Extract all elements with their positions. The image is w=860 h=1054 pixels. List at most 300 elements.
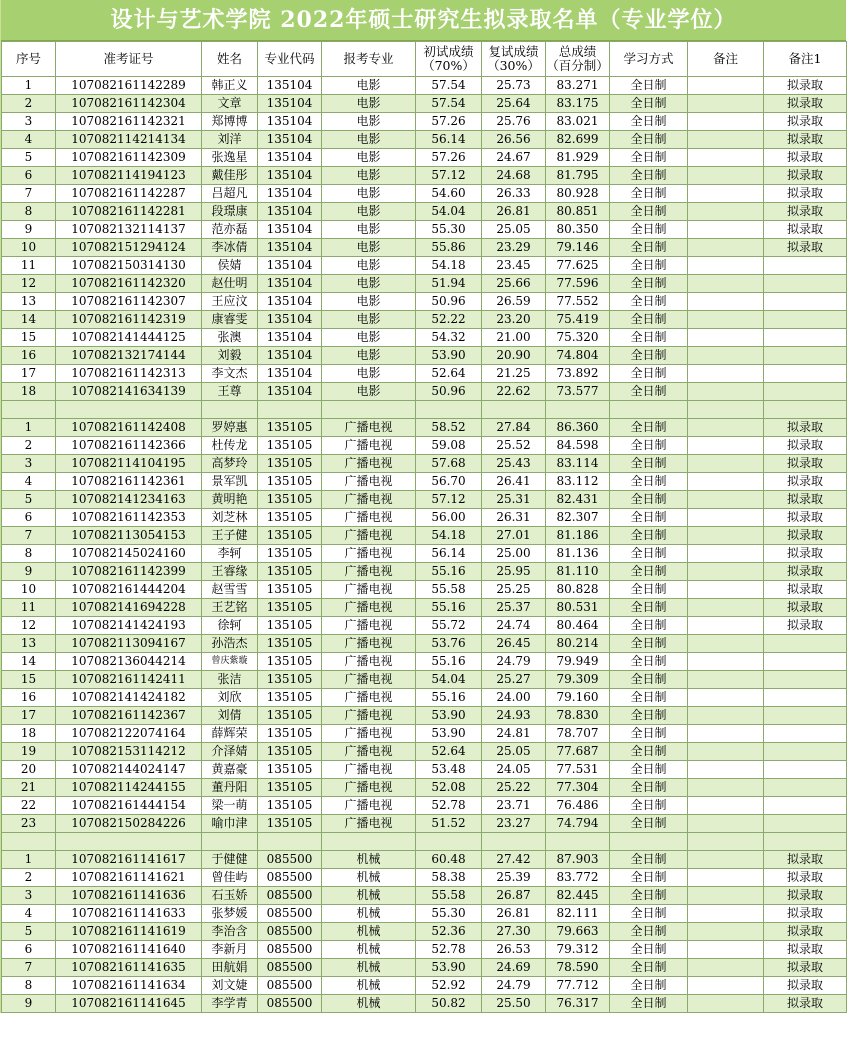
cell-remark1 — [764, 653, 847, 671]
cell-remark — [688, 311, 764, 329]
cell-prelim-score: 55.30 — [416, 905, 482, 923]
cell-major-code: 135104 — [258, 329, 322, 347]
cell-total-score: 80.531 — [546, 599, 610, 617]
spacer-cell — [610, 401, 688, 419]
cell-remark1: 拟录取 — [764, 473, 847, 491]
cell-remark1 — [764, 779, 847, 797]
cell-seq: 3 — [2, 455, 56, 473]
cell-major: 机械 — [322, 887, 416, 905]
cell-exam-id: 107082141424182 — [56, 689, 202, 707]
cell-remark — [688, 527, 764, 545]
cell-study-mode: 全日制 — [610, 293, 688, 311]
cell-retest-score: 25.39 — [482, 869, 546, 887]
cell-remark — [688, 293, 764, 311]
cell-major: 机械 — [322, 995, 416, 1013]
spacer-cell — [202, 833, 258, 851]
table-row — [2, 491, 847, 509]
cell-total-score: 83.114 — [546, 455, 610, 473]
cell-major: 机械 — [322, 905, 416, 923]
cell-total-score: 82.431 — [546, 491, 610, 509]
cell-study-mode: 全日制 — [610, 491, 688, 509]
spacer-cell — [764, 401, 847, 419]
cell-major-code: 135105 — [258, 635, 322, 653]
table-row — [2, 779, 847, 797]
cell-major: 电影 — [322, 95, 416, 113]
cell-retest-score: 24.81 — [482, 725, 546, 743]
cell-remark — [688, 437, 764, 455]
cell-major: 电影 — [322, 365, 416, 383]
spacer-cell — [610, 833, 688, 851]
cell-retest-score: 27.01 — [482, 527, 546, 545]
cell-remark — [688, 113, 764, 131]
cell-major: 机械 — [322, 941, 416, 959]
cell-remark1: 拟录取 — [764, 923, 847, 941]
cell-study-mode: 全日制 — [610, 851, 688, 869]
cell-study-mode: 全日制 — [610, 257, 688, 275]
cell-retest-score: 21.25 — [482, 365, 546, 383]
cell-exam-id: 107082136044214 — [56, 653, 202, 671]
spacer-cell — [56, 401, 202, 419]
table-row — [2, 509, 847, 527]
cell-major-code: 135104 — [258, 383, 322, 401]
cell-name: 郑博博 — [202, 113, 258, 131]
cell-total-score: 83.271 — [546, 77, 610, 95]
cell-major: 广播电视 — [322, 455, 416, 473]
spacer-cell — [764, 833, 847, 851]
col-header-major: 报考专业 — [322, 42, 416, 77]
spacer-cell — [322, 833, 416, 851]
spacer-cell — [2, 401, 56, 419]
cell-major-code: 085500 — [258, 995, 322, 1013]
cell-remark1 — [764, 797, 847, 815]
cell-seq: 6 — [2, 509, 56, 527]
cell-major: 广播电视 — [322, 545, 416, 563]
cell-retest-score: 27.84 — [482, 419, 546, 437]
cell-major: 电影 — [322, 131, 416, 149]
cell-prelim-score: 57.26 — [416, 149, 482, 167]
cell-study-mode: 全日制 — [610, 473, 688, 491]
cell-remark — [688, 635, 764, 653]
spacer-cell — [258, 401, 322, 419]
cell-name: 刘倩 — [202, 707, 258, 725]
cell-remark1: 拟录取 — [764, 869, 847, 887]
cell-remark — [688, 131, 764, 149]
cell-total-score: 77.687 — [546, 743, 610, 761]
cell-prelim-score: 55.16 — [416, 563, 482, 581]
cell-major: 机械 — [322, 977, 416, 995]
cell-major-code: 135104 — [258, 257, 322, 275]
cell-major: 电影 — [322, 257, 416, 275]
cell-study-mode: 全日制 — [610, 797, 688, 815]
table-row — [2, 455, 847, 473]
sheet-title: 设计与艺术学院 2022年硕士研究生拟录取名单（专业学位） — [1, 0, 846, 41]
cell-exam-id: 107082145024160 — [56, 545, 202, 563]
cell-prelim-score: 52.22 — [416, 311, 482, 329]
table-body — [2, 77, 847, 1013]
cell-exam-id: 107082161142408 — [56, 419, 202, 437]
cell-retest-score: 26.33 — [482, 185, 546, 203]
cell-remark — [688, 761, 764, 779]
cell-seq: 15 — [2, 329, 56, 347]
cell-major: 广播电视 — [322, 653, 416, 671]
cell-study-mode: 全日制 — [610, 221, 688, 239]
cell-total-score: 79.663 — [546, 923, 610, 941]
spacer-cell — [482, 401, 546, 419]
cell-remark — [688, 167, 764, 185]
cell-remark — [688, 725, 764, 743]
cell-exam-id: 107082114104195 — [56, 455, 202, 473]
cell-retest-score: 23.27 — [482, 815, 546, 833]
cell-exam-id: 107082161141636 — [56, 887, 202, 905]
cell-seq: 17 — [2, 707, 56, 725]
cell-seq: 16 — [2, 689, 56, 707]
cell-major: 电影 — [322, 311, 416, 329]
cell-major-code: 135105 — [258, 491, 322, 509]
table-row — [2, 77, 847, 95]
cell-major: 广播电视 — [322, 815, 416, 833]
cell-remark1: 拟录取 — [764, 113, 847, 131]
cell-total-score: 84.598 — [546, 437, 610, 455]
cell-prelim-score: 55.16 — [416, 653, 482, 671]
cell-remark — [688, 815, 764, 833]
cell-prelim-score: 50.96 — [416, 383, 482, 401]
cell-major-code: 135105 — [258, 437, 322, 455]
cell-major: 电影 — [322, 383, 416, 401]
cell-remark1 — [764, 761, 847, 779]
table-row — [2, 563, 847, 581]
cell-study-mode: 全日制 — [610, 527, 688, 545]
cell-study-mode: 全日制 — [610, 167, 688, 185]
cell-retest-score: 26.45 — [482, 635, 546, 653]
cell-retest-score: 27.30 — [482, 923, 546, 941]
cell-study-mode: 全日制 — [610, 905, 688, 923]
cell-study-mode: 全日制 — [610, 941, 688, 959]
cell-remark1 — [764, 671, 847, 689]
cell-major: 电影 — [322, 203, 416, 221]
cell-remark1: 拟录取 — [764, 905, 847, 923]
cell-remark1 — [764, 707, 847, 725]
cell-name: 介泽婧 — [202, 743, 258, 761]
cell-exam-id: 107082161444204 — [56, 581, 202, 599]
cell-remark1: 拟录取 — [764, 149, 847, 167]
cell-name: 景军凯 — [202, 473, 258, 491]
table-row — [2, 527, 847, 545]
cell-study-mode: 全日制 — [610, 329, 688, 347]
cell-remark — [688, 995, 764, 1013]
cell-remark — [688, 95, 764, 113]
table-row — [2, 887, 847, 905]
cell-seq: 8 — [2, 977, 56, 995]
cell-remark1: 拟录取 — [764, 221, 847, 239]
cell-exam-id: 107082161141633 — [56, 905, 202, 923]
cell-major-code: 135104 — [258, 239, 322, 257]
cell-remark — [688, 779, 764, 797]
cell-prelim-score: 51.52 — [416, 815, 482, 833]
col-header-retest-score: 复试成绩 （30%） — [482, 42, 546, 77]
cell-name: 刘文婕 — [202, 977, 258, 995]
cell-seq: 4 — [2, 473, 56, 491]
cell-seq: 22 — [2, 797, 56, 815]
cell-study-mode: 全日制 — [610, 581, 688, 599]
cell-remark1: 拟录取 — [764, 77, 847, 95]
cell-total-score: 79.312 — [546, 941, 610, 959]
cell-study-mode: 全日制 — [610, 455, 688, 473]
cell-remark — [688, 671, 764, 689]
cell-major-code: 135105 — [258, 797, 322, 815]
cell-remark1: 拟录取 — [764, 941, 847, 959]
cell-prelim-score: 58.38 — [416, 869, 482, 887]
cell-name: 黄明艳 — [202, 491, 258, 509]
cell-remark — [688, 563, 764, 581]
cell-seq: 8 — [2, 203, 56, 221]
cell-exam-id: 107082113054153 — [56, 527, 202, 545]
cell-remark — [688, 473, 764, 491]
cell-name: 侯婧 — [202, 257, 258, 275]
cell-name: 张澳 — [202, 329, 258, 347]
table-row — [2, 149, 847, 167]
cell-study-mode: 全日制 — [610, 311, 688, 329]
cell-retest-score: 26.53 — [482, 941, 546, 959]
cell-seq: 2 — [2, 869, 56, 887]
cell-study-mode: 全日制 — [610, 869, 688, 887]
cell-seq: 8 — [2, 545, 56, 563]
cell-exam-id: 107082114194123 — [56, 167, 202, 185]
cell-exam-id: 107082114214134 — [56, 131, 202, 149]
cell-total-score: 83.175 — [546, 95, 610, 113]
cell-retest-score: 25.25 — [482, 581, 546, 599]
cell-total-score: 79.160 — [546, 689, 610, 707]
cell-retest-score: 24.79 — [482, 653, 546, 671]
cell-total-score: 77.304 — [546, 779, 610, 797]
table-row — [2, 167, 847, 185]
cell-retest-score: 23.45 — [482, 257, 546, 275]
cell-prelim-score: 53.90 — [416, 707, 482, 725]
cell-major: 机械 — [322, 869, 416, 887]
col-header-major-code: 专业代码 — [258, 42, 322, 77]
cell-study-mode: 全日制 — [610, 779, 688, 797]
spacer-cell — [202, 401, 258, 419]
table-row — [2, 239, 847, 257]
cell-remark — [688, 545, 764, 563]
table-row — [2, 383, 847, 401]
cell-exam-id: 107082161141634 — [56, 977, 202, 995]
cell-major-code: 135105 — [258, 563, 322, 581]
cell-study-mode: 全日制 — [610, 365, 688, 383]
spacer-cell — [688, 401, 764, 419]
cell-remark — [688, 599, 764, 617]
table-row — [2, 185, 847, 203]
cell-prelim-score: 57.12 — [416, 491, 482, 509]
cell-exam-id: 107082161142309 — [56, 149, 202, 167]
cell-major: 广播电视 — [322, 707, 416, 725]
cell-study-mode: 全日制 — [610, 113, 688, 131]
cell-prelim-score: 57.26 — [416, 113, 482, 131]
table-row — [2, 581, 847, 599]
cell-retest-score: 26.59 — [482, 293, 546, 311]
cell-exam-id: 107082132114137 — [56, 221, 202, 239]
cell-prelim-score: 51.94 — [416, 275, 482, 293]
cell-exam-id: 107082122074164 — [56, 725, 202, 743]
cell-name: 李新月 — [202, 941, 258, 959]
cell-remark — [688, 797, 764, 815]
cell-seq: 15 — [2, 671, 56, 689]
cell-remark — [688, 185, 764, 203]
cell-total-score: 82.111 — [546, 905, 610, 923]
table-row — [2, 995, 847, 1013]
cell-seq: 5 — [2, 491, 56, 509]
cell-retest-score: 25.73 — [482, 77, 546, 95]
cell-prelim-score: 58.52 — [416, 419, 482, 437]
spacer-cell — [258, 833, 322, 851]
cell-name: 王应汶 — [202, 293, 258, 311]
cell-remark1: 拟录取 — [764, 599, 847, 617]
cell-prelim-score: 54.04 — [416, 671, 482, 689]
cell-major-code: 135105 — [258, 779, 322, 797]
cell-prelim-score: 55.58 — [416, 581, 482, 599]
cell-study-mode: 全日制 — [610, 95, 688, 113]
table-row — [2, 743, 847, 761]
table-row — [2, 257, 847, 275]
cell-major: 电影 — [322, 77, 416, 95]
cell-major-code: 135104 — [258, 149, 322, 167]
cell-exam-id: 107082161142319 — [56, 311, 202, 329]
cell-remark — [688, 239, 764, 257]
cell-exam-id: 107082161141635 — [56, 959, 202, 977]
cell-major-code: 135105 — [258, 761, 322, 779]
cell-exam-id: 107082141234163 — [56, 491, 202, 509]
cell-exam-id: 107082161141645 — [56, 995, 202, 1013]
cell-total-score: 74.804 — [546, 347, 610, 365]
cell-exam-id: 107082161142313 — [56, 365, 202, 383]
cell-remark1 — [764, 743, 847, 761]
cell-total-score: 83.112 — [546, 473, 610, 491]
cell-seq: 6 — [2, 167, 56, 185]
cell-seq: 6 — [2, 941, 56, 959]
cell-retest-score: 26.81 — [482, 905, 546, 923]
cell-total-score: 79.949 — [546, 653, 610, 671]
cell-total-score: 76.486 — [546, 797, 610, 815]
cell-name: 张逸星 — [202, 149, 258, 167]
group-spacer-row — [2, 833, 847, 851]
cell-seq: 9 — [2, 995, 56, 1013]
cell-study-mode: 全日制 — [610, 653, 688, 671]
cell-major-code: 135105 — [258, 419, 322, 437]
spacer-cell — [2, 833, 56, 851]
cell-prelim-score: 52.78 — [416, 941, 482, 959]
cell-exam-id: 107082113094167 — [56, 635, 202, 653]
cell-retest-score: 26.31 — [482, 509, 546, 527]
admission-table — [1, 41, 847, 1013]
cell-seq: 20 — [2, 761, 56, 779]
cell-study-mode: 全日制 — [610, 347, 688, 365]
spacer-cell — [482, 833, 546, 851]
cell-retest-score: 20.90 — [482, 347, 546, 365]
cell-total-score: 80.851 — [546, 203, 610, 221]
cell-name: 高梦玲 — [202, 455, 258, 473]
table-row — [2, 437, 847, 455]
cell-study-mode: 全日制 — [610, 437, 688, 455]
cell-prelim-score: 53.90 — [416, 959, 482, 977]
table-row — [2, 977, 847, 995]
cell-major-code: 135104 — [258, 311, 322, 329]
cell-total-score: 73.577 — [546, 383, 610, 401]
cell-remark — [688, 743, 764, 761]
cell-exam-id: 107082161142411 — [56, 671, 202, 689]
cell-name: 李治含 — [202, 923, 258, 941]
cell-major: 广播电视 — [322, 689, 416, 707]
cell-prelim-score: 55.58 — [416, 887, 482, 905]
cell-seq: 5 — [2, 149, 56, 167]
cell-major: 广播电视 — [322, 725, 416, 743]
cell-seq: 2 — [2, 95, 56, 113]
cell-remark1: 拟录取 — [764, 995, 847, 1013]
cell-name: 段璟康 — [202, 203, 258, 221]
cell-major: 电影 — [322, 347, 416, 365]
cell-major-code: 135104 — [258, 293, 322, 311]
cell-name: 戴佳彤 — [202, 167, 258, 185]
cell-retest-score: 25.43 — [482, 455, 546, 473]
cell-remark — [688, 365, 764, 383]
spacer-cell — [416, 833, 482, 851]
cell-major: 广播电视 — [322, 473, 416, 491]
cell-major: 广播电视 — [322, 743, 416, 761]
cell-name: 韩正义 — [202, 77, 258, 95]
cell-retest-score: 25.22 — [482, 779, 546, 797]
cell-name: 杜传龙 — [202, 437, 258, 455]
cell-prelim-score: 59.08 — [416, 437, 482, 455]
cell-major-code: 135105 — [258, 743, 322, 761]
cell-major: 电影 — [322, 239, 416, 257]
cell-study-mode: 全日制 — [610, 275, 688, 293]
cell-prelim-score: 57.54 — [416, 77, 482, 95]
cell-remark — [688, 329, 764, 347]
cell-seq: 3 — [2, 887, 56, 905]
cell-retest-score: 25.05 — [482, 743, 546, 761]
cell-study-mode: 全日制 — [610, 131, 688, 149]
table-row — [2, 707, 847, 725]
cell-retest-score: 25.31 — [482, 491, 546, 509]
cell-name: 王睿缘 — [202, 563, 258, 581]
cell-major: 电影 — [322, 113, 416, 131]
cell-remark1 — [764, 311, 847, 329]
table-row — [2, 419, 847, 437]
cell-name: 薛辉荣 — [202, 725, 258, 743]
cell-remark1: 拟录取 — [764, 527, 847, 545]
cell-retest-score: 25.64 — [482, 95, 546, 113]
cell-prelim-score: 55.72 — [416, 617, 482, 635]
cell-major-code: 135104 — [258, 95, 322, 113]
cell-remark1: 拟录取 — [764, 977, 847, 995]
cell-name: 刘芝林 — [202, 509, 258, 527]
cell-prelim-score: 55.30 — [416, 221, 482, 239]
cell-name: 刘洋 — [202, 131, 258, 149]
table-row — [2, 851, 847, 869]
cell-major-code: 135104 — [258, 275, 322, 293]
cell-remark1: 拟录取 — [764, 239, 847, 257]
cell-major-code: 135105 — [258, 473, 322, 491]
cell-remark — [688, 905, 764, 923]
spacer-cell — [546, 401, 610, 419]
cell-major-code: 135105 — [258, 545, 322, 563]
cell-major-code: 085500 — [258, 905, 322, 923]
cell-total-score: 81.136 — [546, 545, 610, 563]
cell-total-score: 79.309 — [546, 671, 610, 689]
cell-retest-score: 25.66 — [482, 275, 546, 293]
cell-prelim-score: 53.90 — [416, 347, 482, 365]
cell-prelim-score: 55.86 — [416, 239, 482, 257]
cell-remark1 — [764, 725, 847, 743]
cell-exam-id: 107082161142367 — [56, 707, 202, 725]
